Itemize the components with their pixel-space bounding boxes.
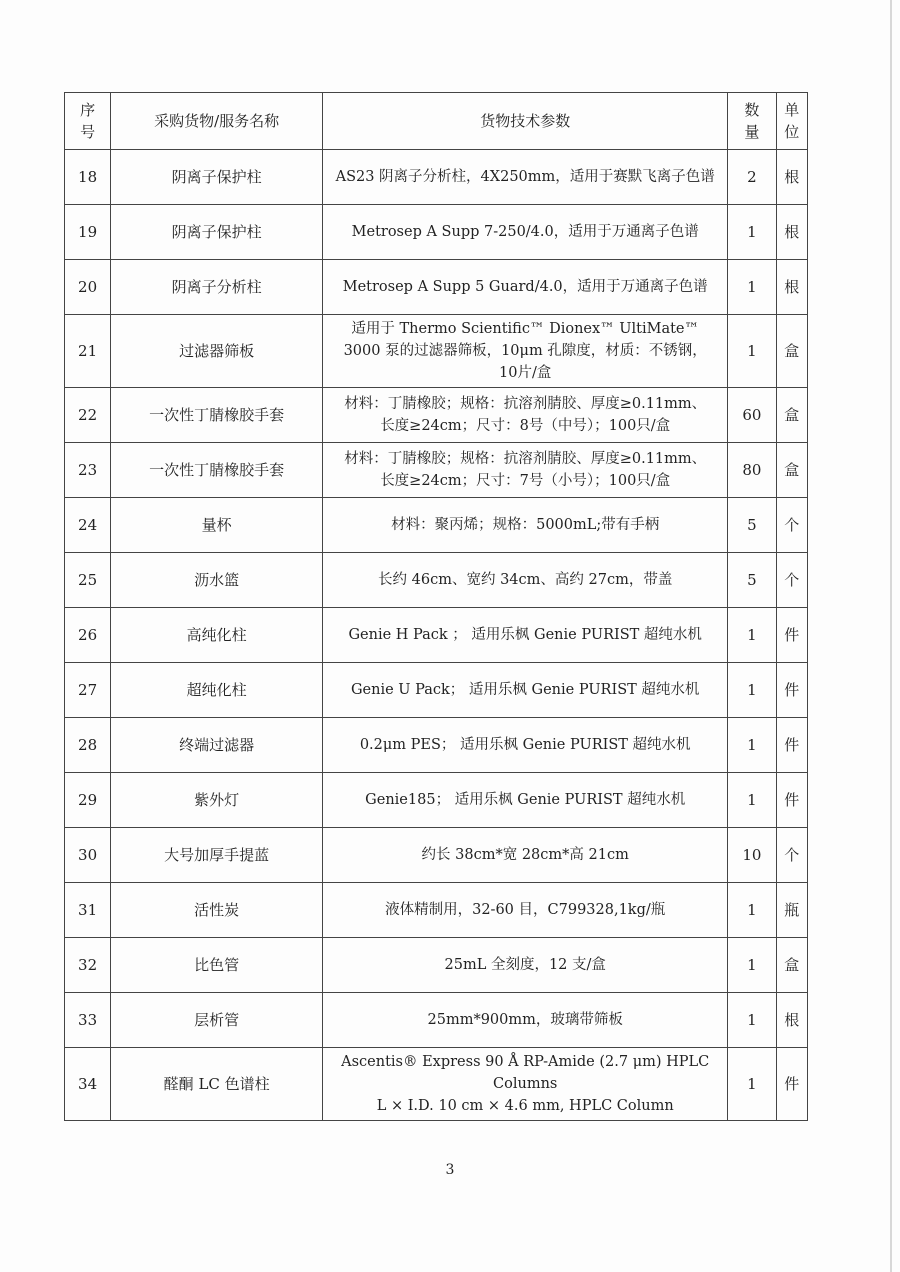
table-row — [65, 663, 808, 718]
cell-name: 高纯化柱 — [111, 608, 323, 663]
table-row — [65, 773, 808, 828]
cell-index: 30 — [65, 828, 111, 883]
cell-name: 阴离子保护柱 — [111, 150, 323, 205]
cell-index: 29 — [65, 773, 111, 828]
spec-line: AS23 阴离子分析柱，4X250mm，适用于赛默飞离子色谱 — [335, 169, 715, 185]
cell-unit: 盒 — [776, 315, 808, 388]
cell-unit: 件 — [776, 608, 808, 663]
cell-name: 醛酮 LC 色谱柱 — [111, 1048, 323, 1121]
cell-index: 28 — [65, 718, 111, 773]
spec-line: 材料：丁腈橡胶；规格：抗溶剂腈胶、厚度≥0.11mm、 — [344, 451, 707, 467]
spec-line: Genie185； 适用乐枫 Genie PURIST 超纯水机 — [365, 792, 686, 808]
table-row — [65, 315, 808, 388]
spec-line: L × I.D. 10 cm × 4.6 mm, HPLC Column — [376, 1098, 674, 1114]
cell-spec — [323, 498, 728, 553]
cell-spec — [323, 1048, 728, 1121]
cell-name: 超纯化柱 — [111, 663, 323, 718]
page-number: 3 — [445, 1162, 455, 1178]
table-row — [65, 718, 808, 773]
cell-qty: 1 — [728, 773, 776, 828]
cell-index: 33 — [65, 993, 111, 1048]
table-row — [65, 993, 808, 1048]
cell-name: 比色管 — [111, 938, 323, 993]
cell-index: 19 — [65, 205, 111, 260]
cell-spec — [323, 205, 728, 260]
cell-index: 23 — [65, 443, 111, 498]
cell-index: 20 — [65, 260, 111, 315]
cell-name: 活性炭 — [111, 883, 323, 938]
table-row — [65, 260, 808, 315]
cell-qty: 1 — [728, 1048, 776, 1121]
cell-unit: 件 — [776, 663, 808, 718]
header-qty: 数 量 — [728, 93, 776, 150]
scan-edge-line — [890, 0, 892, 1272]
table-row — [65, 1048, 808, 1121]
cell-unit: 根 — [776, 260, 808, 315]
cell-spec — [323, 315, 728, 388]
cell-unit: 盒 — [776, 388, 808, 443]
cell-unit: 件 — [776, 773, 808, 828]
cell-spec — [323, 608, 728, 663]
spec-line: 长约 46cm、宽约 34cm、高约 27cm，带盖 — [378, 572, 673, 588]
spec-line: 25mL 全刻度，12 支/盒 — [444, 957, 606, 973]
table-row — [65, 150, 808, 205]
cell-qty: 1 — [728, 938, 776, 993]
cell-index: 27 — [65, 663, 111, 718]
cell-qty: 1 — [728, 205, 776, 260]
cell-spec — [323, 260, 728, 315]
spec-line: Metrosep A Supp 5 Guard/4.0，适用于万通离子色谱 — [342, 279, 708, 295]
table-row — [65, 828, 808, 883]
cell-spec — [323, 553, 728, 608]
procurement-table-container — [64, 92, 808, 1121]
table-row — [65, 498, 808, 553]
cell-index: 25 — [65, 553, 111, 608]
cell-qty: 10 — [728, 828, 776, 883]
spec-line: 材料：聚丙烯；规格：5000mL;带有手柄 — [391, 517, 660, 533]
cell-qty: 1 — [728, 718, 776, 773]
spec-line: 25mm*900mm，玻璃带筛板 — [427, 1012, 623, 1028]
cell-unit: 根 — [776, 993, 808, 1048]
cell-name: 一次性丁腈橡胶手套 — [111, 443, 323, 498]
cell-name: 终端过滤器 — [111, 718, 323, 773]
cell-spec — [323, 663, 728, 718]
spec-line: 10片/盒 — [499, 365, 552, 381]
spec-line: 0.2μm PES； 适用乐枫 Genie PURIST 超纯水机 — [359, 737, 691, 753]
header-name: 采购货物/服务名称 — [111, 93, 323, 150]
cell-spec — [323, 718, 728, 773]
cell-qty: 1 — [728, 608, 776, 663]
cell-spec — [323, 150, 728, 205]
table-row — [65, 608, 808, 663]
cell-index: 24 — [65, 498, 111, 553]
cell-name: 阴离子分析柱 — [111, 260, 323, 315]
cell-qty: 5 — [728, 553, 776, 608]
spec-line: Genie H Pack ； 适用乐枫 Genie PURIST 超纯水机 — [348, 627, 702, 643]
table-row — [65, 388, 808, 443]
cell-qty: 1 — [728, 663, 776, 718]
cell-spec — [323, 993, 728, 1048]
cell-spec — [323, 443, 728, 498]
cell-name: 一次性丁腈橡胶手套 — [111, 388, 323, 443]
cell-name: 过滤器筛板 — [111, 315, 323, 388]
cell-unit: 根 — [776, 205, 808, 260]
spec-line: 3000 泵的过滤器筛板，10μm 孔隙度，材质：不锈钢， — [343, 343, 707, 359]
cell-qty: 1 — [728, 993, 776, 1048]
cell-spec — [323, 883, 728, 938]
cell-qty: 60 — [728, 388, 776, 443]
cell-unit: 个 — [776, 553, 808, 608]
cell-spec — [323, 773, 728, 828]
cell-qty: 1 — [728, 315, 776, 388]
table-row — [65, 443, 808, 498]
cell-name: 层析管 — [111, 993, 323, 1048]
table-row — [65, 938, 808, 993]
spec-line: 长度≥24cm；尺寸：8号（中号）；100只/盒 — [380, 418, 671, 434]
cell-index: 21 — [65, 315, 111, 388]
table-header-row — [65, 93, 808, 150]
cell-index: 32 — [65, 938, 111, 993]
cell-name: 紫外灯 — [111, 773, 323, 828]
cell-spec — [323, 388, 728, 443]
cell-unit: 瓶 — [776, 883, 808, 938]
header-unit: 单 位 — [776, 93, 808, 150]
spec-line: 材料：丁腈橡胶；规格：抗溶剂腈胶、厚度≥0.11mm、 — [344, 396, 707, 412]
header-spec: 货物技术参数 — [323, 93, 728, 150]
cell-unit: 盒 — [776, 443, 808, 498]
spec-line: 液体精制用，32-60 目，C799328,1kg/瓶 — [385, 902, 666, 918]
cell-spec — [323, 938, 728, 993]
spec-line: Genie U Pack； 适用乐枫 Genie PURIST 超纯水机 — [350, 682, 700, 698]
spec-line: 约长 38cm*宽 28cm*高 21cm — [421, 847, 629, 863]
header-index: 序 号 — [65, 93, 111, 150]
cell-qty: 1 — [728, 883, 776, 938]
cell-qty: 5 — [728, 498, 776, 553]
cell-unit: 根 — [776, 150, 808, 205]
cell-index: 18 — [65, 150, 111, 205]
cell-name: 大号加厚手提蓝 — [111, 828, 323, 883]
cell-index: 26 — [65, 608, 111, 663]
cell-index: 22 — [65, 388, 111, 443]
table-row — [65, 553, 808, 608]
cell-index: 31 — [65, 883, 111, 938]
spec-line: Columns — [493, 1076, 558, 1092]
spec-line: 长度≥24cm；尺寸：7号（小号）；100只/盒 — [380, 473, 671, 489]
cell-qty: 1 — [728, 260, 776, 315]
cell-qty: 2 — [728, 150, 776, 205]
cell-unit: 个 — [776, 828, 808, 883]
cell-unit: 件 — [776, 1048, 808, 1121]
cell-unit: 件 — [776, 718, 808, 773]
cell-name: 量杯 — [111, 498, 323, 553]
table-row — [65, 205, 808, 260]
cell-qty: 80 — [728, 443, 776, 498]
table-row — [65, 883, 808, 938]
spec-line: 适用于 Thermo Scientific™ Dionex™ UltiMate™ — [351, 321, 699, 337]
cell-spec — [323, 828, 728, 883]
cell-unit: 盒 — [776, 938, 808, 993]
cell-unit: 个 — [776, 498, 808, 553]
procurement-table — [64, 92, 808, 1121]
spec-line: Metrosep A Supp 7-250/4.0，适用于万通离子色谱 — [351, 224, 699, 240]
table-body — [65, 150, 808, 1121]
cell-name: 阴离子保护柱 — [111, 205, 323, 260]
spec-line: Ascentis® Express 90 Å RP-Amide (2.7 μm) HPLC — [341, 1054, 710, 1070]
cell-index: 34 — [65, 1048, 111, 1121]
cell-name: 沥水篮 — [111, 553, 323, 608]
